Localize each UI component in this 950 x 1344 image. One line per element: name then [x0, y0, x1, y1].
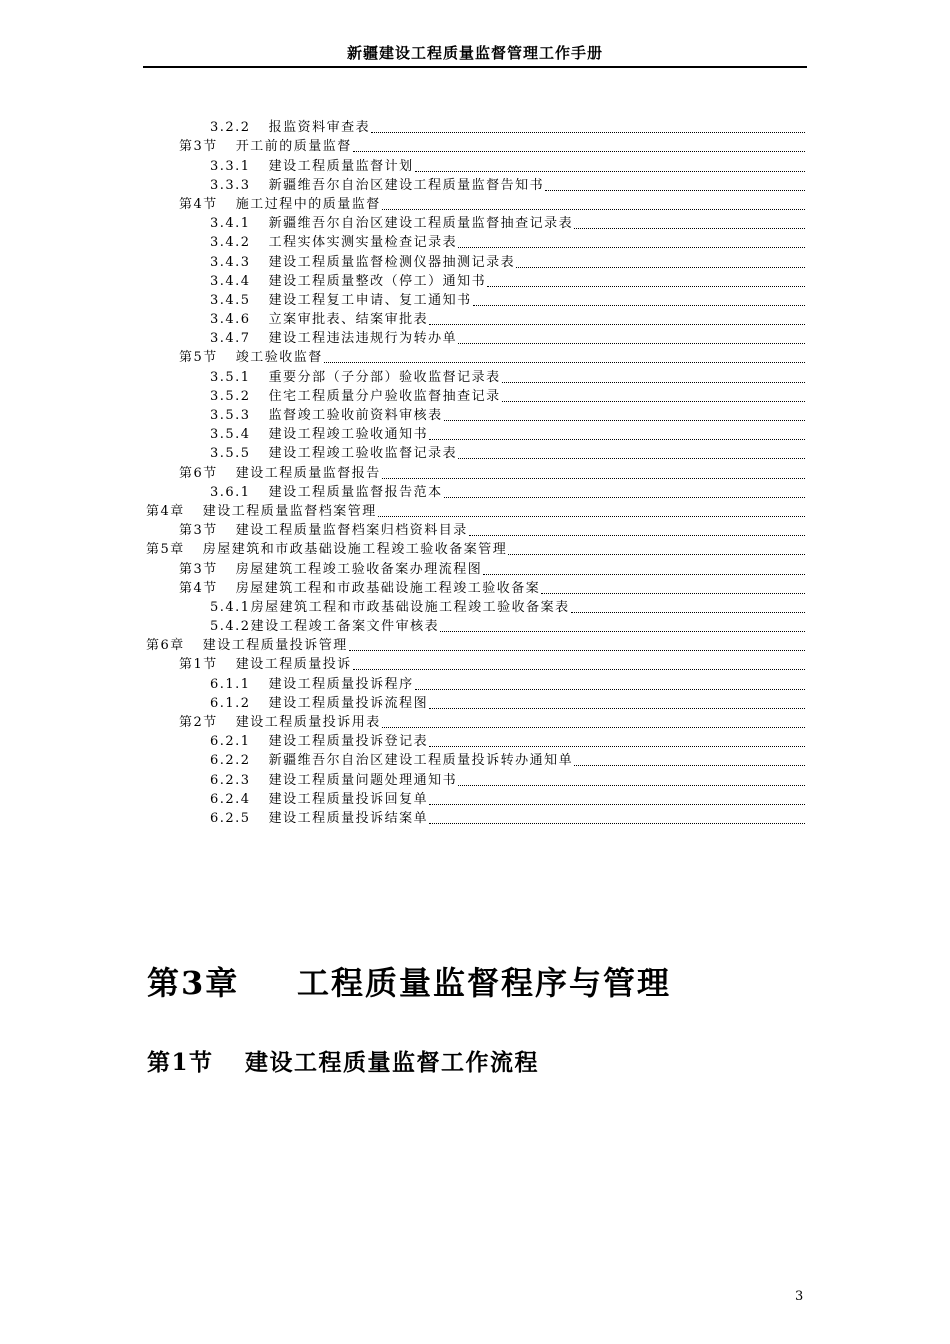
toc-entry-number: 第3节: [179, 139, 218, 155]
toc-entry-title: 建设工程质量投诉登记表: [268, 734, 429, 750]
toc-entry-number: 6.2.4: [210, 791, 251, 807]
toc-dot-leader: [502, 387, 805, 402]
toc-entry-title: 建设工程质量投诉结案单: [268, 810, 429, 826]
toc-entry-title: 建设工程质量投诉管理: [202, 638, 348, 654]
toc-entry-number: 第3节: [179, 561, 218, 577]
toc-entry-number: 3.4.1: [210, 216, 251, 232]
toc-dot-leader: [508, 540, 805, 555]
toc-entry[interactable]: [143, 598, 805, 617]
toc-entry-title: 建设工程竣工验收通知书: [268, 427, 429, 443]
toc-entry[interactable]: [143, 444, 805, 463]
toc-entry-number: 3.5.5: [210, 446, 251, 462]
toc-entry-title: 监督竣工验收前资料审核表: [268, 408, 443, 423]
toc-entry-title: 施工过程中的质量监督: [235, 196, 381, 212]
toc-entry-number: 3.5.1: [210, 369, 251, 385]
toc-entry[interactable]: [143, 521, 805, 540]
toc-dot-leader: [571, 598, 805, 613]
toc-dot-leader: [458, 444, 805, 459]
toc-entry-number: 第6章: [146, 638, 185, 654]
toc-entry[interactable]: [143, 732, 805, 751]
toc-entry-number: 3.4.5: [210, 292, 251, 308]
toc-entry[interactable]: [143, 559, 805, 578]
toc-entry[interactable]: [143, 310, 805, 329]
toc-entry-title: 新疆维吾尔自治区建设工程质量监督抽查记录表: [268, 216, 574, 232]
toc-entry-number: 5.4.1: [210, 599, 251, 615]
table-of-contents: [143, 118, 805, 828]
toc-dot-leader: [429, 809, 805, 824]
toc-entry-number: 6.2.3: [210, 772, 251, 788]
toc-dot-leader: [429, 732, 805, 747]
toc-dot-leader: [382, 195, 805, 210]
toc-entry-title: 建设工程竣工验收监督记录表: [268, 446, 458, 462]
toc-entry[interactable]: [143, 176, 805, 195]
toc-entry-number: 3.5.3: [210, 408, 251, 423]
toc-dot-leader: [429, 694, 805, 709]
toc-entry[interactable]: [143, 463, 805, 482]
toc-entry-title: 建设工程复工申请、复工通知书: [268, 292, 472, 308]
toc-dot-leader: [353, 137, 805, 152]
toc-entry-title: 建设工程质量整改（停工）通知书: [268, 273, 487, 289]
toc-entry-title: 房屋建筑工程和市政基础设施工程竣工验收备案表: [250, 599, 570, 615]
toc-dot-leader: [378, 502, 805, 517]
chapter-heading: [147, 958, 671, 1004]
toc-entry-number: 第4章: [146, 503, 185, 519]
toc-entry[interactable]: [143, 579, 805, 598]
toc-entry-title: 建设工程质量监督报告: [235, 465, 381, 481]
toc-entry[interactable]: [143, 406, 805, 425]
toc-entry-number: 6.2.5: [210, 810, 251, 826]
toc-entry-number: 6.1.2: [210, 695, 251, 711]
toc-entry-title: 竣工验收监督: [235, 350, 323, 366]
chapter-number: 第3章: [147, 964, 240, 1002]
toc-entry-title: 建设工程质量监督档案管理: [202, 503, 377, 519]
toc-entry-title: 新疆维吾尔自治区建设工程质量监督告知书: [268, 177, 545, 193]
section-number: 第1节: [147, 1049, 214, 1076]
toc-dot-leader: [483, 560, 805, 575]
toc-entry[interactable]: [143, 502, 805, 521]
toc-entry[interactable]: [143, 387, 805, 406]
toc-entry[interactable]: [143, 425, 805, 444]
toc-entry-number: 5.4.2: [210, 619, 251, 635]
toc-entry-title: 立案审批表、结案审批表: [268, 312, 429, 328]
toc-entry[interactable]: [143, 483, 805, 502]
toc-entry-number: 6.2.1: [210, 734, 251, 750]
toc-entry[interactable]: [143, 118, 805, 137]
toc-dot-leader: [415, 157, 805, 172]
toc-entry-title: 建设工程质量投诉: [235, 657, 352, 673]
toc-entry-title: 建设工程违法违规行为转办单: [268, 331, 458, 347]
toc-dot-leader: [487, 272, 805, 287]
toc-dot-leader: [440, 617, 805, 632]
toc-entry-title: 建设工程质量投诉回复单: [268, 791, 429, 807]
toc-dot-leader: [353, 655, 805, 670]
toc-entry[interactable]: [143, 809, 805, 828]
toc-entry[interactable]: [143, 540, 805, 559]
toc-dot-leader: [429, 310, 805, 325]
toc-dot-leader: [415, 675, 805, 690]
toc-entry-title: 房屋建筑和市政基础设施工程竣工验收备案管理: [202, 542, 508, 558]
section-heading: [147, 1044, 539, 1077]
toc-entry-title: 新疆维吾尔自治区建设工程质量投诉转办通知单: [268, 753, 574, 769]
toc-entry-title: 建设工程竣工备案文件审核表: [250, 619, 440, 635]
toc-dot-leader: [429, 790, 805, 805]
toc-dot-leader: [541, 579, 805, 594]
toc-entry[interactable]: [143, 214, 805, 233]
toc-entry[interactable]: [143, 348, 805, 367]
toc-entry-title: 建设工程质量监督报告范本: [268, 484, 443, 500]
toc-dot-leader: [458, 771, 805, 786]
toc-entry[interactable]: [143, 751, 805, 770]
toc-entry-title: 建设工程质量投诉用表: [235, 715, 381, 730]
toc-entry[interactable]: [143, 655, 805, 674]
toc-dot-leader: [473, 291, 805, 306]
page-number: 3: [795, 1289, 804, 1304]
toc-entry-number: 第1节: [179, 657, 218, 673]
toc-entry-number: 6.1.1: [210, 676, 251, 692]
toc-entry-number: 3.5.2: [210, 388, 251, 404]
toc-dot-leader: [324, 348, 805, 363]
toc-dot-leader: [349, 636, 805, 651]
toc-dot-leader: [444, 406, 805, 421]
toc-entry-title: 建设工程质量投诉程序: [268, 676, 414, 692]
toc-dot-leader: [371, 118, 805, 133]
toc-entry[interactable]: [143, 636, 805, 655]
toc-entry-title: 房屋建筑工程和市政基础设施工程竣工验收备案: [235, 580, 541, 596]
toc-entry[interactable]: [143, 252, 805, 271]
toc-dot-leader: [458, 329, 805, 344]
toc-entry[interactable]: [143, 291, 805, 310]
toc-entry-number: 3.5.4: [210, 427, 251, 443]
toc-entry-number: 第3节: [179, 523, 218, 539]
toc-entry[interactable]: [143, 617, 805, 636]
toc-dot-leader: [429, 425, 805, 440]
toc-entry-number: 3.3.3: [210, 177, 251, 193]
toc-entry-title: 开工前的质量监督: [235, 139, 352, 155]
toc-entry-number: 3.4.6: [210, 312, 251, 328]
toc-entry-number: 3.4.2: [210, 235, 251, 251]
toc-entry[interactable]: [143, 137, 805, 156]
toc-entry[interactable]: [143, 272, 805, 291]
toc-dot-leader: [382, 464, 805, 479]
toc-dot-leader: [502, 368, 805, 383]
toc-entry-number: 3.4.3: [210, 254, 251, 270]
header-title: 新疆建设工程质量监督管理工作手册: [346, 44, 603, 62]
toc-entry-number: 第2节: [179, 715, 218, 730]
toc-entry[interactable]: [143, 233, 805, 252]
toc-entry-number: 3.4.4: [210, 273, 251, 289]
toc-entry[interactable]: [143, 195, 805, 214]
section-title: 建设工程质量监督工作流程: [245, 1049, 539, 1076]
toc-entry-title: 建设工程质量监督计划: [268, 158, 414, 174]
toc-entry-number: 6.2.2: [210, 753, 251, 769]
toc-dot-leader: [458, 233, 805, 248]
chapter-title: 工程质量监督程序与管理: [297, 964, 672, 1002]
toc-entry[interactable]: [143, 674, 805, 693]
toc-dot-leader: [574, 214, 805, 229]
toc-entry-number: 第6节: [179, 465, 218, 481]
toc-entry[interactable]: [143, 694, 805, 713]
toc-entry[interactable]: [143, 156, 805, 175]
toc-entry[interactable]: [143, 367, 805, 386]
toc-entry-number: 3.4.7: [210, 331, 251, 347]
toc-dot-leader: [469, 521, 805, 536]
toc-entry-title: 重要分部（子分部）验收监督记录表: [268, 369, 501, 385]
toc-dot-leader: [574, 751, 805, 766]
toc-entry-title: 报监资料审查表: [268, 120, 371, 136]
toc-entry-title: 建设工程质量监督检测仪器抽测记录表: [268, 254, 516, 270]
toc-entry[interactable]: [143, 329, 805, 348]
toc-entry-title: 建设工程质量监督档案归档资料目录: [235, 523, 468, 539]
toc-entry-title: 房屋建筑工程竣工验收备案办理流程图: [235, 561, 483, 577]
toc-entry-number: 第5节: [179, 350, 218, 366]
toc-entry-number: 3.3.1: [210, 158, 251, 174]
toc-entry[interactable]: [143, 790, 805, 809]
toc-entry[interactable]: [143, 713, 805, 732]
toc-entry-title: 工程实体实测实量检查记录表: [268, 235, 458, 251]
toc-dot-leader: [516, 253, 805, 268]
toc-entry[interactable]: [143, 770, 805, 789]
toc-entry-number: 3.2.2: [210, 120, 251, 136]
toc-entry-number: 第4节: [179, 196, 218, 212]
toc-entry-title: 建设工程质量投诉流程图: [268, 695, 429, 711]
toc-dot-leader: [545, 176, 805, 191]
toc-entry-title: 建设工程质量问题处理通知书: [268, 772, 458, 788]
page-header: [143, 40, 807, 68]
toc-entry-number: 3.6.1: [210, 484, 251, 500]
toc-entry-number: 第5章: [146, 542, 185, 558]
toc-dot-leader: [444, 483, 805, 498]
toc-dot-leader: [382, 713, 805, 728]
toc-entry-title: 住宅工程质量分户验收监督抽查记录: [268, 388, 501, 404]
toc-entry-number: 第4节: [179, 580, 218, 596]
